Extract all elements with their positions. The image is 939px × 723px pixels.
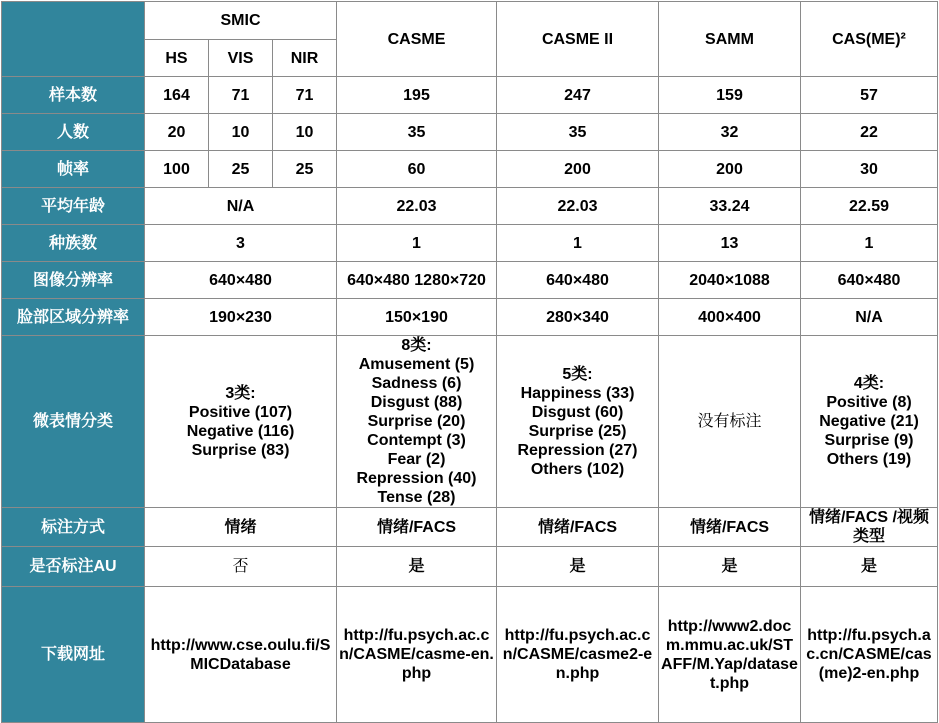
cell-annotation-casme-squared: 情绪/FACS /视频类型 (801, 508, 938, 547)
cell-au-labeled-casme-squared: 是 (801, 547, 938, 587)
cell-mean-age-samm: 33.24 (659, 188, 801, 225)
cell-subjects-vis: 10 (209, 114, 273, 151)
header-row-top (2, 2, 938, 40)
header-smic-vis: VIS (209, 40, 273, 77)
cell-image-resolution-casme: 640×480 1280×720 (337, 262, 497, 299)
cell-face-resolution-casme-squared: N/A (801, 299, 938, 336)
row-label-samples: 样本数 (2, 77, 145, 114)
cell-image-resolution-casme-squared: 640×480 (801, 262, 938, 299)
cell-samples-hs: 164 (145, 77, 209, 114)
row-annotation (2, 508, 938, 547)
cell-mean-age-casme-squared: 22.59 (801, 188, 938, 225)
header-casme: CASME (337, 2, 497, 77)
cell-fps-nir: 25 (273, 151, 337, 188)
row-au-labeled (2, 547, 938, 587)
row-label-annotation: 标注方式 (2, 508, 145, 547)
cell-annotation-smic: 情绪 (145, 508, 337, 547)
cell-samples-vis: 71 (209, 77, 273, 114)
cell-classes-casme2: 5类: Happiness (33) Disgust (60) Surprise (25) Repression (27) Others (102) (497, 336, 659, 508)
cell-samples-samm: 159 (659, 77, 801, 114)
header-casme-squared: CAS(ME)² (801, 2, 938, 77)
cell-url-casme2: http://fu.psych.ac.cn/CASME/casme2-en.php (497, 587, 659, 723)
cell-image-resolution-casme2: 640×480 (497, 262, 659, 299)
cell-classes-smic: 3类: Positive (107) Negative (116) Surprise (83) (145, 336, 337, 508)
cell-url-casme-squared: http://fu.psych.ac.cn/CASME/cas(me)2-en.php (801, 587, 938, 723)
cell-fps-casme-squared: 30 (801, 151, 938, 188)
cell-face-resolution-casme2: 280×340 (497, 299, 659, 336)
cell-classes-casme: 8类: Amusement (5) Sadness (6) Disgust (88) Surprise (20) Contempt (3) Fear (2) Repression (40) Tense (28) (337, 336, 497, 508)
cell-samples-casme: 195 (337, 77, 497, 114)
row-classes (2, 336, 938, 508)
cell-au-labeled-casme: 是 (337, 547, 497, 587)
cell-subjects-hs: 20 (145, 114, 209, 151)
cell-annotation-samm: 情绪/FACS (659, 508, 801, 547)
cell-mean-age-casme: 22.03 (337, 188, 497, 225)
cell-au-labeled-casme2: 是 (497, 547, 659, 587)
cell-image-resolution-samm: 2040×1088 (659, 262, 801, 299)
row-ethnicities (2, 225, 938, 262)
row-image-resolution (2, 262, 938, 299)
cell-subjects-casme: 35 (337, 114, 497, 151)
cell-subjects-samm: 32 (659, 114, 801, 151)
header-smic: SMIC (145, 2, 337, 40)
header-smic-hs: HS (145, 40, 209, 77)
cell-fps-vis: 25 (209, 151, 273, 188)
row-label-fps: 帧率 (2, 151, 145, 188)
cell-url-samm: http://www2.docm.mmu.ac.uk/STAFF/M.Yap/dataset.php (659, 587, 801, 723)
header-casme2: CASME II (497, 2, 659, 77)
row-samples (2, 77, 938, 114)
cell-classes-samm: 没有标注 (659, 336, 801, 508)
cell-fps-hs: 100 (145, 151, 209, 188)
row-label-mean-age: 平均年龄 (2, 188, 145, 225)
row-mean-age (2, 188, 938, 225)
cell-samples-nir: 71 (273, 77, 337, 114)
row-label-image-resolution: 图像分辨率 (2, 262, 145, 299)
cell-ethnicities-smic: 3 (145, 225, 337, 262)
cell-fps-samm: 200 (659, 151, 801, 188)
cell-subjects-casme2: 35 (497, 114, 659, 151)
row-label-au-labeled: 是否标注AU (2, 547, 145, 587)
cell-ethnicities-samm: 13 (659, 225, 801, 262)
cell-face-resolution-casme: 150×190 (337, 299, 497, 336)
row-label-classes: 微表情分类 (2, 336, 145, 508)
cell-url-smic: http://www.cse.oulu.fi/SMICDatabase (145, 587, 337, 723)
cell-subjects-nir: 10 (273, 114, 337, 151)
row-fps (2, 151, 938, 188)
cell-annotation-casme: 情绪/FACS (337, 508, 497, 547)
cell-fps-casme: 60 (337, 151, 497, 188)
cell-image-resolution-smic: 640×480 (145, 262, 337, 299)
cell-samples-casme2: 247 (497, 77, 659, 114)
row-label-subjects: 人数 (2, 114, 145, 151)
row-subjects (2, 114, 938, 151)
cell-url-casme: http://fu.psych.ac.cn/CASME/casme-en.php (337, 587, 497, 723)
cell-ethnicities-casme-squared: 1 (801, 225, 938, 262)
cell-ethnicities-casme2: 1 (497, 225, 659, 262)
cell-annotation-casme2: 情绪/FACS (497, 508, 659, 547)
cell-fps-casme2: 200 (497, 151, 659, 188)
cell-subjects-casme-squared: 22 (801, 114, 938, 151)
row-label-ethnicities: 种族数 (2, 225, 145, 262)
header-smic-nir: NIR (273, 40, 337, 77)
cell-face-resolution-smic: 190×230 (145, 299, 337, 336)
cell-ethnicities-casme: 1 (337, 225, 497, 262)
cell-mean-age-smic: N/A (145, 188, 337, 225)
row-label-download-url: 下载网址 (2, 587, 145, 723)
cell-au-labeled-smic: 否 (145, 547, 337, 587)
cell-au-labeled-samm: 是 (659, 547, 801, 587)
cell-samples-casme-squared: 57 (801, 77, 938, 114)
dataset-comparison-table (1, 1, 938, 723)
cell-face-resolution-samm: 400×400 (659, 299, 801, 336)
header-samm: SAMM (659, 2, 801, 77)
cell-mean-age-casme2: 22.03 (497, 188, 659, 225)
row-face-resolution (2, 299, 938, 336)
cell-classes-casme-squared: 4类: Positive (8) Negative (21) Surprise (9) Others (19) (801, 336, 938, 508)
row-label-face-resolution: 脸部区域分辨率 (2, 299, 145, 336)
row-download-url (2, 587, 938, 723)
corner-header-cell (2, 2, 145, 77)
